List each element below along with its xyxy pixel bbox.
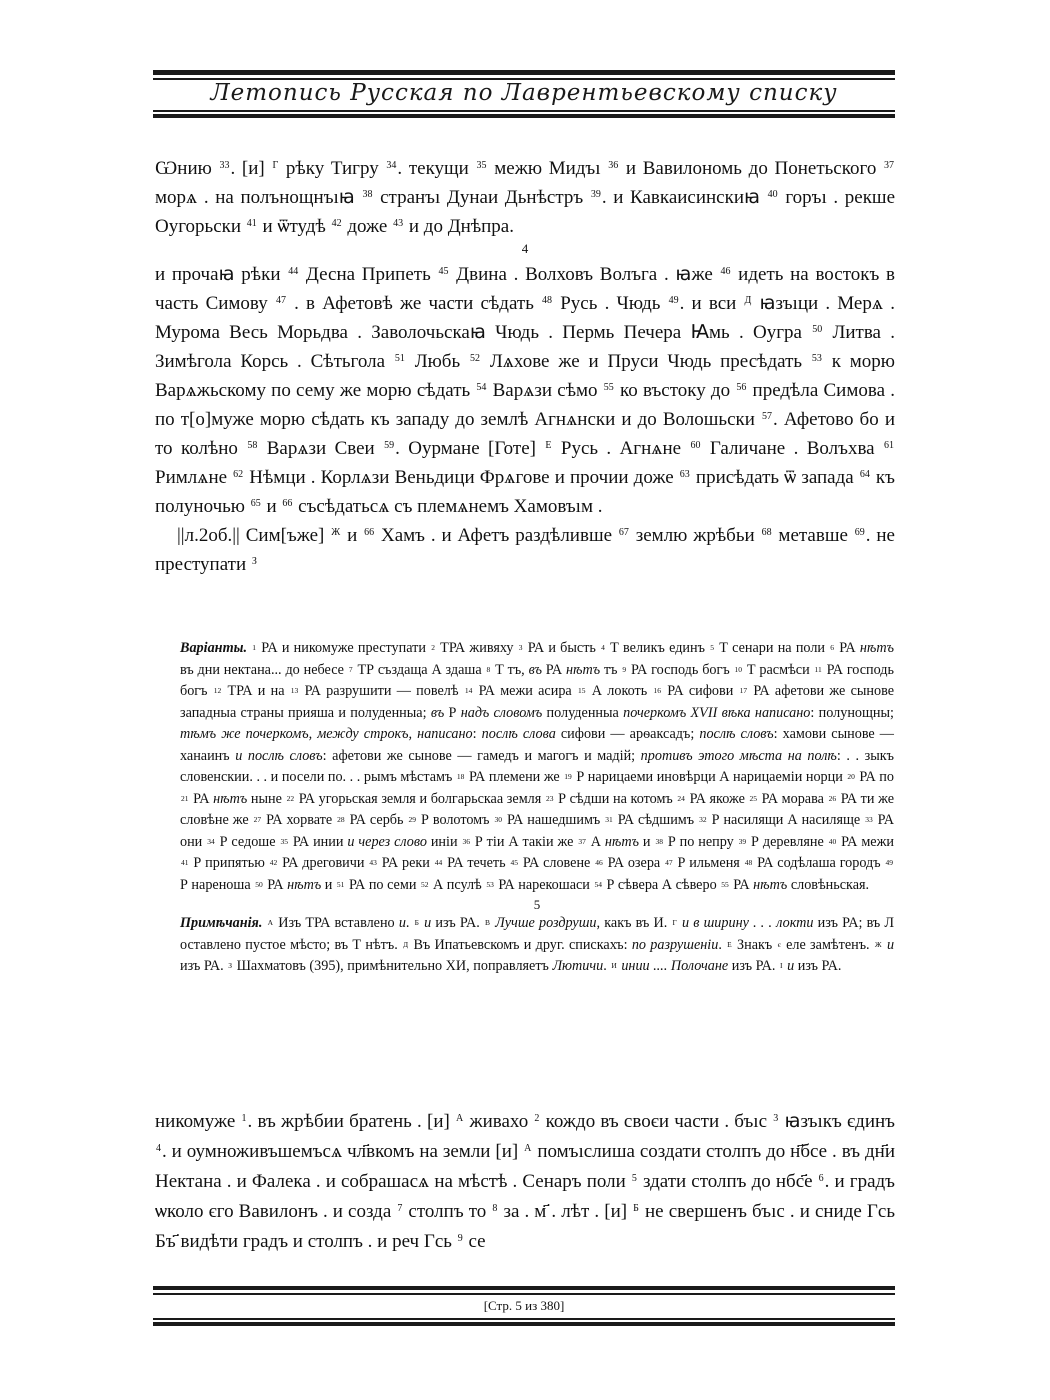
page-number-5: 5 bbox=[533, 897, 541, 912]
header-rule-bottom bbox=[153, 114, 895, 118]
page-indicator: [Стр. 5 из 380] bbox=[483, 1298, 565, 1313]
main-text-block-2 bbox=[155, 260, 895, 579]
remarks-note: Примѣчанія. $^А$ Изъ ТРА вставлено и. $^Б$ и изъ РА. $^В$ Лучше роздруши, какъ въ И. $^Г$ и в ширину . . . локти изъ РА; въ Л оставлено пустое мѣсто; въ Т нѣтъ. $^Д$ Въ Ипатьевскомъ и друг. спискахъ: по разрушеніи. $^Е$ Знакъ $^є$ еле замѣтенъ. $^Ж$ и изъ РА. $^З$ Шахматовъ (395), примѣнительно ХИ, поправляетъ Лютичи. $^И$ инии .... Полочане изъ РА. $^І$ и изъ РА. bbox=[180, 915, 895, 974]
header-rule-thin-bottom bbox=[153, 110, 895, 112]
main-text-block-1 bbox=[155, 154, 895, 241]
variants-note: Варіанты. $^1$ РА и никомуже преступати $^2$ ТРА живяху $^3$ РА и бысть $^4$ Т великъ единъ $^5$ Т сенари на поли $^6$ РА нѣтъ въ дни нектана... до небесе $^7$ ТР създаща А здаша $^8$ Т тъ, въ РА нѣтъ тъ $^9$ РА господь богъ $^{10}$ Т расмѣси $^{11}$ РА господь богъ $^{12}$ ТРА и на $^{13}$ РА разрушити — повелѣ $^{14}$ РА межи асира $^{15}$ А локоть $^{16}$ РА сифови $^{17}$ РА афетови же сынове западныа страны прияша и полуденныа; въ Р надъ словомъ полуденныа почеркомъ XVII вѣка написано: полунощны; тѣмъ же почеркомъ, между строкъ, написано: послѣ слова сифови — арѳаксадъ; послѣ словъ: хамови сынове — ханаинъ и послѣ словъ: афетови же сынове — гамедъ и магогъ и мадій; противъ этого мѣста на полѣ: . . зыкъ словенскии. . . и посели по. . . рымъ мѣстамъ $^{18}$ РА племени же $^{19}$ Р нарицаеми иновѣрци А нарицаеміи норци $^{20}$ РА по $^{21}$ РА нѣтъ ныне $^{22}$ РА угорьская земля и болгарьскаа земля $^{23}$ Р сѣдши на котомъ $^{24}$ РА якоже $^{25}$ РА морава $^{26}$ РА ти же словѣне же $^{27}$ РА хорвате $^{28}$ РА сербь $^{29}$ Р волотомъ $^{30}$ РА нашедшимъ $^{31}$ РА сѣдшимъ $^{32}$ Р насилящи А насиляще $^{33}$ РА они $^{34}$ Р седоше $^{35}$ РА инии и через слово иніи $^{36}$ Р тіи А такіи же $^{37}$ А нѣтъ и $^{38}$ Р по непру $^{39}$ Р деревляне $^{40}$ РА межи $^{41}$ Р припятью $^{42}$ РА дреговичи $^{43}$ РА реки $^{44}$ РА течеть $^{45}$ РА словене $^{46}$ РА озера $^{47}$ Р ильменя $^{48}$ РА содѣлаша городъ $^{49}$ Р нареноша $^{50}$ РА нѣтъ и $^{51}$ РА по семи $^{52}$ А псулѣ $^{53}$ РА нарекошаси $^{54}$ Р сѣвера А сѣверо $^{55}$ РА нѣтъ словѣньская. bbox=[180, 640, 895, 893]
running-header-title: Летопись Русская по Лаврентьевскому списку bbox=[210, 80, 838, 106]
footer-rule-bottom bbox=[153, 1322, 895, 1326]
footnotes-block bbox=[180, 638, 894, 978]
footer-rule-thin bbox=[153, 1293, 895, 1295]
paragraph-3: ||л.2об.|| Сим[ъже] $^Ж$ и $^{66}$ Хамъ . и Афетъ раздѣливше $^{67}$ землю жрѣбьи $^{68}$ метавше $^{69}$. не преступати $^З$ bbox=[155, 525, 895, 575]
paragraph-4: никомуже $^1$. въ жрѣбии братень . [и] $^А$ живахо $^2$ кождо въ своєи части . бъıс $^3$ ꙗзъıкъ єдинъ $^4$. и оумноживъшемъсѧ чл҃вкомъ на земли [и] $^А$ помъıслиша создати столпъ до н҃бсе . въ дн҃и Нектана . и Фалека . и собрашасѧ на мѣстѣ . Сенаръ поли $^5$ здати столпъ до нбс҃е $^6$. и градъ ѡколо єго Вавилонъ . и созда $^7$ столпъ то $^8$ за . м҃ . лѣт . [и] $^Б$ не свершенъ бъıс . и сниде Гсь Бъ҃ видѣти градъ и столпъ . и реч Гсь $^9$ се bbox=[155, 1111, 895, 1252]
main-text-block-3 bbox=[155, 1107, 895, 1257]
header-rule-top bbox=[153, 70, 895, 75]
page-number-4: 4 bbox=[521, 241, 529, 256]
paragraph-1: Ѡнию $^{33}$. [и] $^Г$ рѣку Тигру $^{34}$. текущи $^{35}$ межю Мидъı $^{36}$ и Вавилономь до Понетьского $^{37}$ морѧ . на полънощнъıꙗ $^{38}$ странъı Дунаи Дьнѣстръ $^{39}$. и Кавкаисинскиꙗ $^{40}$ горъı . рекше Оугорьски $^{41}$ и ѿтудѣ $^{42}$ доже $^{43}$ и до Днѣпра. bbox=[155, 158, 895, 237]
paragraph-2: и прочаꙗ рѣки $^{44}$ Десна Припеть $^{45}$ Двина . Волховъ Волъга . ꙗже $^{46}$ идеть на востокъ в часть Симову $^{47}$ . в Афетовѣ же части сѣдать $^{48}$ Русь . Чюдь $^{49}$. и вси $^Д$ ꙗзъıци . Мерѧ . Мурома Весь Морьдва . Заволочьскаꙗ Чюдь . Пермь Печера Ꙗмь . Оугра $^{50}$ Литва . Зимѣгола Корсь . Сѣтьгола $^{51}$ Любь $^{52}$ Лѧхове же и Пруси Чюдь пресѣдать $^{53}$ к морю Варѧжьскому по сему же морю сѣдать $^{54}$ Варѧзи сѣмо $^{55}$ ко въстоку до $^{56}$ предѣла Симова . по т[о]муже морю сѣдать къ западу до землѣ Агнѧнски и до Волошьски $^{57}$. Афетово бо и то колѣно $^{58}$ Варѧзи Свеи $^{59}$. Оурмане [Готе] $^Е$ Русь . Агнѧне $^{60}$ Галичане . Волъхва $^{61}$ Римлѧне $^{62}$ Нѣмци . Корлѧзи Веньдици Фрѧгове и прочии доже $^{63}$ присѣдать ѿ запада $^{64}$ къ полуночью $^{65}$ и $^{66}$ съсѣдатьсѧ съ племѧнемъ Хамовъıм . bbox=[155, 264, 896, 517]
footer-rule-thin-bottom bbox=[153, 1318, 895, 1320]
footer-rule-top bbox=[153, 1286, 895, 1290]
